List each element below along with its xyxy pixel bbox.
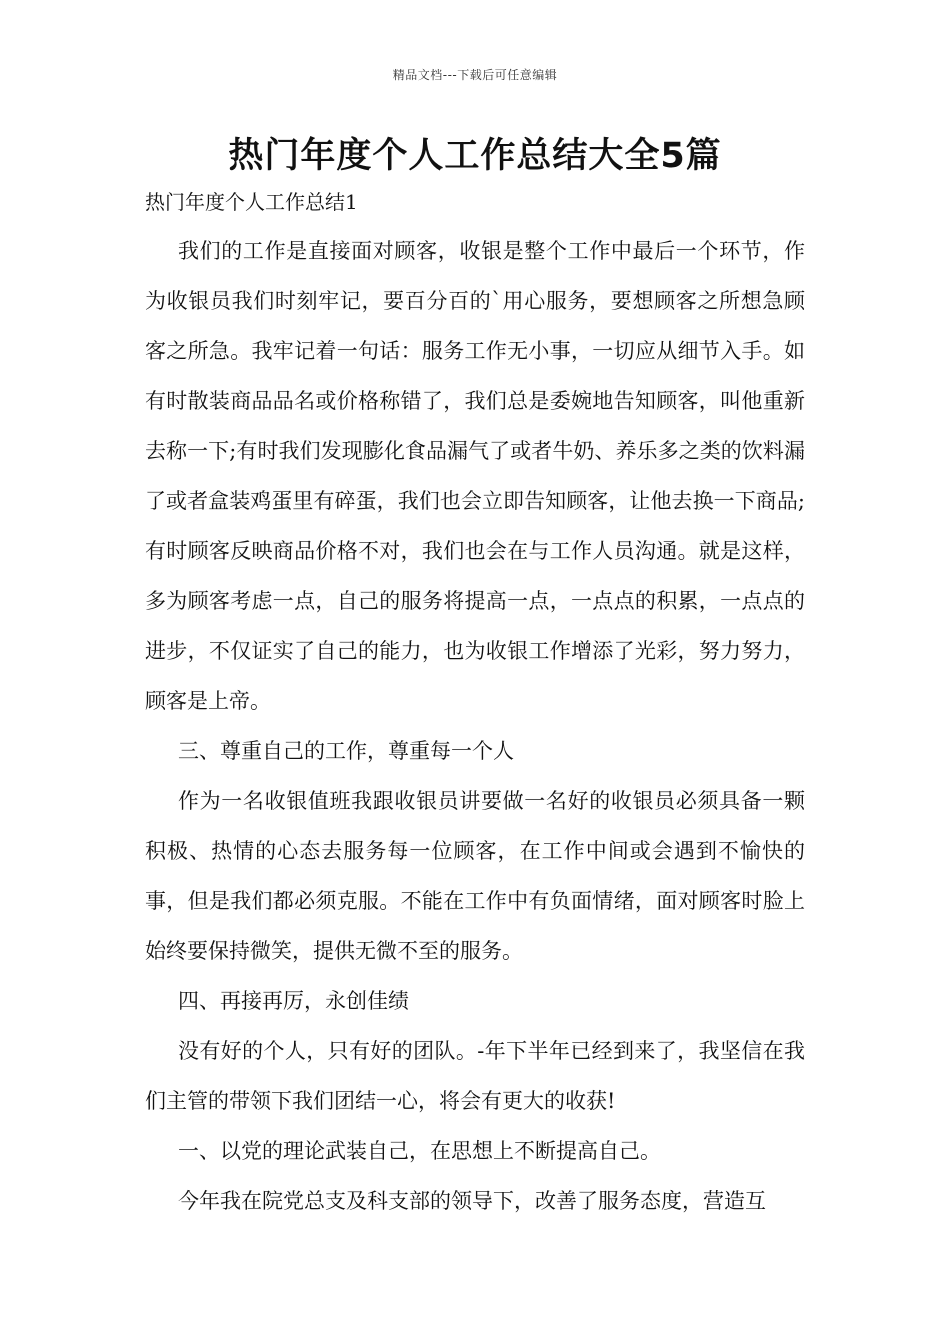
paragraph-2: 作为一名收银值班我跟收银员讲要做一名好的收银员必须具备一颗积极、热情的心态去服务每一位顾客，在工作中间或会遇到不愉快的事，但是我们都必须克服。不能在工作中有负面情绪，面对顾客时脸上始终要保持微笑，提供无微不至的服务。	[145, 789, 805, 963]
section-subtitle: 热门年度个人工作总结1	[145, 190, 358, 214]
section-heading-4: 四、再接再厉，永创佳绩	[178, 989, 409, 1013]
paragraph-4: 今年我在院党总支及科支部的领导下，改善了服务态度，营造互	[178, 1189, 766, 1213]
paragraph-3: 没有好的个人，只有好的团队。-年下半年已经到来了，我坚信在我们主管的带领下我们团结一心，将会有更大的收获!	[145, 1039, 805, 1113]
document-body	[145, 226, 805, 1226]
page-header: 精品文档---下载后可任意编辑	[392, 68, 558, 82]
paragraph-1: 我们的工作是直接面对顾客，收银是整个工作中最后一个环节，作为收银员我们时刻牢记，要百分百的`用心服务，要想顾客之所想急顾客之所急。我牢记着一句话：服务工作无小事，一切应从细节入手。如有时散装商品品名或价格称错了，我们总是委婉地告知顾客，叫他重新去称一下;有时我们发现膨化食品漏气了或者牛奶、养乐多之类的饮料漏了或者盒装鸡蛋里有碎蛋，我们也会立即告知顾客，让他去换一下商品;有时顾客反映商品价格不对，我们也会在与工作人员沟通。就是这样，多为顾客考虑一点，自己的服务将提高一点，一点点的积累，一点点的进步，不仅证实了自己的能力，也为收银工作增添了光彩，努力努力，顾客是上帝。	[145, 239, 805, 713]
document-title: 热门年度个人工作总结大全5篇	[228, 136, 722, 176]
section-heading-1: 一、以党的理论武装自己，在思想上不断提高自己。	[178, 1139, 661, 1163]
section-heading-3: 三、尊重自己的工作，尊重每一个人	[178, 739, 514, 763]
